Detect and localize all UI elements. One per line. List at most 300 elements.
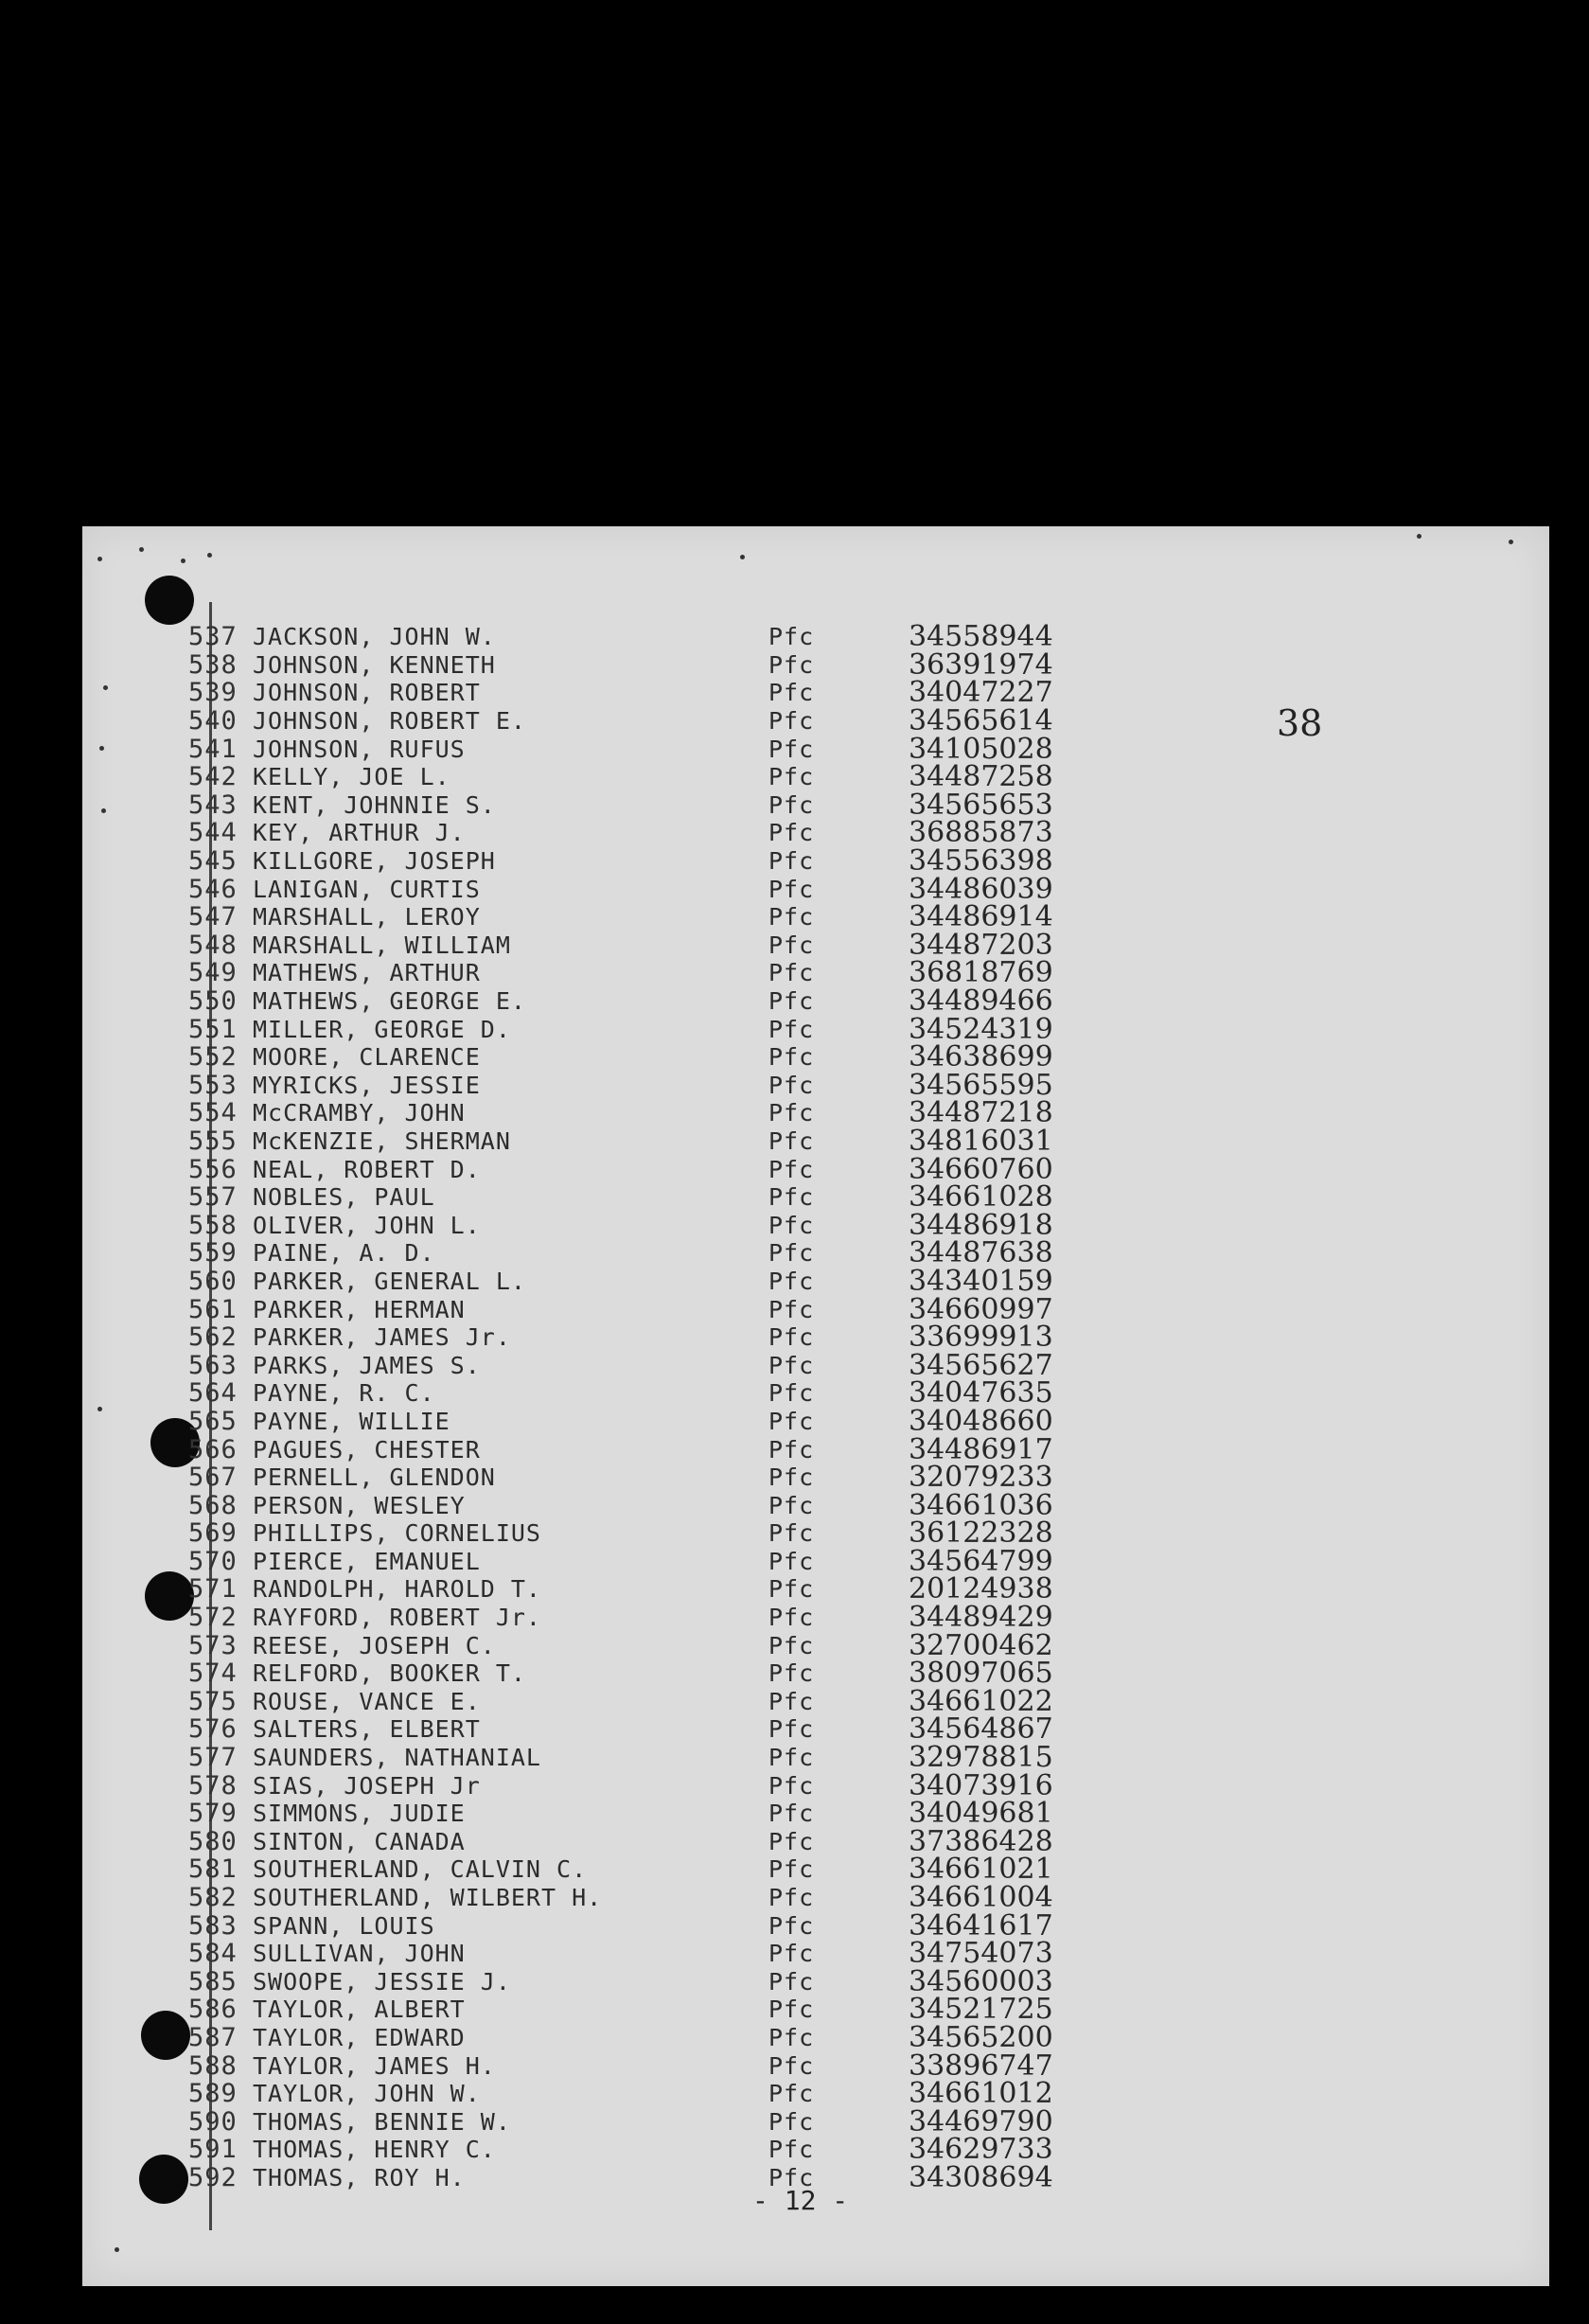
- entry-number: 548: [188, 930, 238, 960]
- soldier-name: PERSON, WESLEY: [253, 1491, 466, 1519]
- soldier-name: NEAL, ROBERT D.: [253, 1155, 481, 1183]
- soldier-name: PAYNE, WILLIE: [253, 1407, 450, 1435]
- paper-speck: [1509, 540, 1513, 544]
- soldier-name: MARSHALL, WILLIAM: [253, 931, 511, 959]
- paper-speck: [181, 559, 185, 563]
- soldier-rank: Pfc: [768, 1659, 815, 1688]
- roster-row: [188, 1684, 1229, 1718]
- soldier-rank: Pfc: [768, 1631, 815, 1659]
- entry-number: 585: [188, 1966, 238, 1996]
- soldier-rank: Pfc: [768, 1099, 815, 1127]
- entry-number: 546: [188, 874, 238, 904]
- soldier-name: PARKER, JAMES Jr.: [253, 1323, 511, 1352]
- serial-number: 34105028: [909, 732, 1053, 766]
- entry-number: 547: [188, 902, 238, 932]
- paper-speck: [1417, 534, 1421, 539]
- soldier-rank: Pfc: [768, 1267, 815, 1295]
- soldier-rank: Pfc: [768, 1827, 815, 1855]
- roster-row: [188, 1124, 1229, 1158]
- serial-number: 34486918: [909, 1208, 1053, 1242]
- roster-row: [188, 1853, 1229, 1887]
- serial-number: 32079233: [909, 1461, 1053, 1495]
- roster-row: [188, 2133, 1229, 2167]
- soldier-rank: Pfc: [768, 1519, 815, 1548]
- soldier-rank: Pfc: [768, 1407, 815, 1435]
- soldier-name: SAUNDERS, NATHANIAL: [253, 1744, 541, 1772]
- serial-number: 34487638: [909, 1236, 1053, 1270]
- roster-row: [188, 2049, 1229, 2083]
- soldier-rank: Pfc: [768, 623, 815, 651]
- soldier-name: RANDOLPH, HAROLD T.: [253, 1575, 541, 1604]
- roster-row: [188, 1180, 1229, 1215]
- roster-row: [188, 1601, 1229, 1635]
- soldier-rank: Pfc: [768, 2080, 815, 2108]
- serial-number: 36885873: [909, 816, 1053, 850]
- entry-number: 562: [188, 1322, 238, 1353]
- entry-number: 554: [188, 1098, 238, 1128]
- soldier-name: MYRICKS, JESSIE: [253, 1071, 481, 1099]
- entry-number: 556: [188, 1154, 238, 1184]
- soldier-rank: Pfc: [768, 2136, 815, 2164]
- roster-row: [188, 1908, 1229, 1943]
- entry-number: 564: [188, 1378, 238, 1409]
- roster-row: [188, 956, 1229, 990]
- soldier-name: MARSHALL, LEROY: [253, 903, 481, 931]
- entry-number: 543: [188, 789, 238, 820]
- serial-number: 33699913: [909, 1321, 1053, 1355]
- entry-number: 539: [188, 678, 238, 708]
- roster-list: [188, 620, 1229, 2194]
- roster-row: [188, 1152, 1229, 1186]
- soldier-name: OLIVER, JOHN L.: [253, 1211, 481, 1239]
- entry-number: 563: [188, 1350, 238, 1380]
- roster-row: [188, 2160, 1229, 2194]
- serial-number: 34049681: [909, 1797, 1053, 1831]
- serial-number: 34489429: [909, 1601, 1053, 1635]
- serial-number: 32700462: [909, 1628, 1053, 1662]
- paper-speck: [740, 555, 745, 559]
- roster-row: [188, 844, 1229, 878]
- roster-row: [188, 985, 1229, 1019]
- roster-row: [188, 1572, 1229, 1606]
- serial-number: 34487258: [909, 760, 1053, 794]
- roster-row: [188, 1432, 1229, 1466]
- soldier-name: McCRAMBY, JOHN: [253, 1099, 466, 1127]
- serial-number: 34308694: [909, 2160, 1053, 2194]
- roster-row: [188, 1881, 1229, 1915]
- serial-number: 34521725: [909, 1993, 1053, 2027]
- soldier-name: SOUTHERLAND, WILBERT H.: [253, 1884, 603, 1912]
- roster-row: [188, 872, 1229, 906]
- binder-hole-icon: [145, 576, 194, 625]
- soldier-rank: Pfc: [768, 679, 815, 707]
- entry-number: 582: [188, 1883, 238, 1913]
- entry-number: 557: [188, 1182, 238, 1213]
- roster-row: [188, 760, 1229, 794]
- roster-row: [188, 1208, 1229, 1242]
- soldier-rank: Pfc: [768, 1491, 815, 1519]
- paper-speck: [99, 746, 104, 751]
- serial-number: 34661012: [909, 2077, 1053, 2111]
- soldier-rank: Pfc: [768, 1183, 815, 1212]
- serial-number: 34556398: [909, 844, 1053, 878]
- roster-row: [188, 1012, 1229, 1046]
- soldier-name: TAYLOR, ALBERT: [253, 1996, 466, 2024]
- serial-number: 34047635: [909, 1376, 1053, 1410]
- soldier-rank: Pfc: [768, 2163, 815, 2191]
- entry-number: 580: [188, 1826, 238, 1856]
- serial-number: 34660760: [909, 1152, 1053, 1186]
- entry-number: 588: [188, 2050, 238, 2081]
- serial-number: 34487203: [909, 928, 1053, 962]
- soldier-name: SINTON, CANADA: [253, 1827, 466, 1855]
- serial-number: 20124938: [909, 1572, 1053, 1606]
- roster-row: [188, 1544, 1229, 1578]
- roster-row: [188, 2077, 1229, 2111]
- soldier-name: LANIGAN, CURTIS: [253, 875, 481, 903]
- soldier-name: PHILLIPS, CORNELIUS: [253, 1519, 541, 1548]
- serial-number: 32978815: [909, 1741, 1053, 1775]
- roster-row: [188, 1824, 1229, 1858]
- entry-number: 590: [188, 2106, 238, 2137]
- roster-row: [188, 732, 1229, 766]
- soldier-rank: Pfc: [768, 931, 815, 959]
- serial-number: 34661036: [909, 1488, 1053, 1522]
- soldier-rank: Pfc: [768, 1940, 815, 1968]
- soldier-rank: Pfc: [768, 2023, 815, 2051]
- soldier-name: TAYLOR, JOHN W.: [253, 2080, 481, 2108]
- soldier-rank: Pfc: [768, 1547, 815, 1575]
- soldier-name: KELLY, JOE L.: [253, 763, 450, 791]
- soldier-name: NOBLES, PAUL: [253, 1183, 435, 1212]
- roster-row: [188, 1488, 1229, 1522]
- entry-number: 561: [188, 1294, 238, 1324]
- soldier-rank: Pfc: [768, 1604, 815, 1632]
- serial-number: 34565200: [909, 2020, 1053, 2054]
- entry-number: 589: [188, 2079, 238, 2109]
- entry-number: 551: [188, 1014, 238, 1044]
- paper-speck: [207, 553, 212, 558]
- roster-row: [188, 1964, 1229, 1998]
- soldier-name: JOHNSON, ROBERT E.: [253, 707, 526, 736]
- soldier-name: JOHNSON, KENNETH: [253, 650, 496, 679]
- soldier-name: REESE, JOSEPH C.: [253, 1631, 496, 1659]
- roster-row: [188, 1741, 1229, 1775]
- soldier-rank: Pfc: [768, 959, 815, 987]
- roster-row: [188, 1657, 1229, 1691]
- soldier-rank: Pfc: [768, 1127, 815, 1155]
- roster-row: [188, 704, 1229, 738]
- serial-number: 34469790: [909, 2104, 1053, 2138]
- entry-number: 565: [188, 1406, 238, 1436]
- soldier-name: MILLER, GEORGE D.: [253, 1015, 511, 1043]
- entry-number: 555: [188, 1126, 238, 1156]
- soldier-name: THOMAS, BENNIE W.: [253, 2107, 511, 2136]
- binder-hole-icon: [139, 2155, 188, 2204]
- soldier-name: KILLGORE, JOSEPH: [253, 847, 496, 876]
- entry-number: 560: [188, 1266, 238, 1296]
- roster-row: [188, 1348, 1229, 1382]
- roster-row: [188, 1517, 1229, 1551]
- soldier-rank: Pfc: [768, 1967, 815, 1996]
- soldier-name: PIERCE, EMANUEL: [253, 1547, 481, 1575]
- soldier-rank: Pfc: [768, 1771, 815, 1800]
- soldier-rank: Pfc: [768, 2107, 815, 2136]
- entry-number: 545: [188, 846, 238, 877]
- roster-row: [188, 648, 1229, 682]
- serial-number: 34629733: [909, 2133, 1053, 2167]
- roster-row: [188, 1797, 1229, 1831]
- roster-row: [188, 900, 1229, 934]
- entry-number: 584: [188, 1939, 238, 1969]
- soldier-name: ROUSE, VANCE E.: [253, 1687, 481, 1715]
- soldier-rank: Pfc: [768, 1155, 815, 1183]
- soldier-rank: Pfc: [768, 1911, 815, 1940]
- soldier-name: MOORE, CLARENCE: [253, 1043, 481, 1072]
- roster-row: [188, 1096, 1229, 1130]
- serial-number: 34564799: [909, 1544, 1053, 1578]
- soldier-rank: Pfc: [768, 1211, 815, 1239]
- soldier-rank: Pfc: [768, 1071, 815, 1099]
- soldier-rank: Pfc: [768, 1379, 815, 1408]
- roster-row: [188, 1461, 1229, 1495]
- soldier-rank: Pfc: [768, 819, 815, 847]
- page-mark: 38: [1277, 702, 1323, 744]
- serial-number: 34660997: [909, 1292, 1053, 1326]
- binder-hole-icon: [145, 1571, 194, 1621]
- soldier-rank: Pfc: [768, 1351, 815, 1379]
- soldier-rank: Pfc: [768, 1575, 815, 1604]
- soldier-rank: Pfc: [768, 790, 815, 819]
- roster-row: [188, 1376, 1229, 1410]
- serial-number: 34565595: [909, 1068, 1053, 1102]
- entry-number: 591: [188, 2135, 238, 2165]
- entry-number: 549: [188, 958, 238, 988]
- soldier-name: MATHEWS, ARTHUR: [253, 959, 481, 987]
- paper-speck: [97, 557, 102, 561]
- serial-number: 34661021: [909, 1853, 1053, 1887]
- entry-number: 586: [188, 1995, 238, 2025]
- roster-row: [188, 1993, 1229, 2027]
- entry-number: 537: [188, 622, 238, 652]
- soldier-name: PAGUES, CHESTER: [253, 1435, 481, 1464]
- soldier-rank: Pfc: [768, 1996, 815, 2024]
- paper-speck: [97, 1407, 102, 1411]
- serial-number: 34565627: [909, 1348, 1053, 1382]
- roster-row: [188, 1712, 1229, 1747]
- binder-hole-icon: [141, 2011, 190, 2060]
- page-footer: - 12 -: [752, 2185, 849, 2216]
- soldier-rank: Pfc: [768, 2051, 815, 2080]
- entry-number: 552: [188, 1042, 238, 1073]
- soldier-name: SIMMONS, JUDIE: [253, 1800, 466, 1828]
- soldier-rank: Pfc: [768, 1435, 815, 1464]
- entry-number: 592: [188, 2162, 238, 2192]
- entry-number: 540: [188, 706, 238, 736]
- soldier-rank: Pfc: [768, 1323, 815, 1352]
- entry-number: 566: [188, 1434, 238, 1464]
- serial-number: 34661028: [909, 1180, 1053, 1215]
- paper-speck: [103, 685, 108, 690]
- soldier-rank: Pfc: [768, 1043, 815, 1072]
- soldier-name: PAYNE, R. C.: [253, 1379, 435, 1408]
- serial-number: 34565653: [909, 788, 1053, 822]
- paper-speck: [139, 547, 144, 552]
- entry-number: 583: [188, 1910, 238, 1941]
- roster-row: [188, 1264, 1229, 1298]
- serial-number: 34641617: [909, 1908, 1053, 1943]
- soldier-name: PARKER, HERMAN: [253, 1295, 466, 1323]
- entry-number: 559: [188, 1238, 238, 1268]
- soldier-name: THOMAS, HENRY C.: [253, 2136, 496, 2164]
- soldier-name: THOMAS, ROY H.: [253, 2163, 466, 2191]
- soldier-rank: Pfc: [768, 1744, 815, 1772]
- soldier-name: SOUTHERLAND, CALVIN C.: [253, 1855, 588, 1884]
- soldier-rank: Pfc: [768, 1800, 815, 1828]
- entry-number: 542: [188, 762, 238, 792]
- entry-number: 578: [188, 1770, 238, 1801]
- serial-number: 34524319: [909, 1012, 1053, 1046]
- entry-number: 573: [188, 1630, 238, 1660]
- soldier-name: JOHNSON, RUFUS: [253, 735, 466, 763]
- entry-number: 575: [188, 1686, 238, 1716]
- serial-number: 34486039: [909, 872, 1053, 906]
- entry-number: 544: [188, 818, 238, 848]
- soldier-rank: Pfc: [768, 1855, 815, 1884]
- roster-row: [188, 1768, 1229, 1802]
- entry-number: 553: [188, 1070, 238, 1100]
- serial-number: 34754073: [909, 1937, 1053, 1971]
- serial-number: 34560003: [909, 1964, 1053, 1998]
- soldier-rank: Pfc: [768, 1884, 815, 1912]
- serial-number: 34558944: [909, 620, 1053, 654]
- entry-number: 574: [188, 1659, 238, 1689]
- soldier-rank: Pfc: [768, 763, 815, 791]
- soldier-name: RELFORD, BOOKER T.: [253, 1659, 526, 1688]
- serial-number: 34048660: [909, 1404, 1053, 1438]
- soldier-name: PARKS, JAMES S.: [253, 1351, 481, 1379]
- document-page: [82, 526, 1549, 2286]
- soldier-rank: Pfc: [768, 1464, 815, 1492]
- soldier-name: RAYFORD, ROBERT Jr.: [253, 1604, 541, 1632]
- serial-number: 34564867: [909, 1712, 1053, 1747]
- soldier-rank: Pfc: [768, 1015, 815, 1043]
- soldier-rank: Pfc: [768, 987, 815, 1016]
- soldier-rank: Pfc: [768, 735, 815, 763]
- soldier-name: SULLIVAN, JOHN: [253, 1940, 466, 1968]
- serial-number: 34340159: [909, 1264, 1053, 1298]
- soldier-rank: Pfc: [768, 1715, 815, 1744]
- roster-row: [188, 620, 1229, 654]
- paper-speck: [115, 2247, 119, 2252]
- serial-number: 33896747: [909, 2049, 1053, 2083]
- serial-number: 34565614: [909, 704, 1053, 738]
- soldier-rank: Pfc: [768, 650, 815, 679]
- roster-row: [188, 928, 1229, 962]
- soldier-name: SPANN, LOUIS: [253, 1911, 435, 1940]
- entry-number: 568: [188, 1490, 238, 1520]
- soldier-name: SIAS, JOSEPH Jr: [253, 1771, 481, 1800]
- soldier-name: SWOOPE, JESSIE J.: [253, 1967, 511, 1996]
- entry-number: 569: [188, 1518, 238, 1549]
- soldier-name: KEY, ARTHUR J.: [253, 819, 466, 847]
- serial-number: 34073916: [909, 1768, 1053, 1802]
- soldier-rank: Pfc: [768, 903, 815, 931]
- serial-number: 34486914: [909, 900, 1053, 934]
- soldier-name: TAYLOR, JAMES H.: [253, 2051, 496, 2080]
- serial-number: 34487218: [909, 1096, 1053, 1130]
- soldier-rank: Pfc: [768, 1295, 815, 1323]
- serial-number: 34486917: [909, 1432, 1053, 1466]
- soldier-name: TAYLOR, EDWARD: [253, 2023, 466, 2051]
- soldier-rank: Pfc: [768, 1687, 815, 1715]
- serial-number: 34661022: [909, 1684, 1053, 1718]
- soldier-rank: Pfc: [768, 875, 815, 903]
- entry-number: 571: [188, 1574, 238, 1605]
- roster-row: [188, 1236, 1229, 1270]
- roster-row: [188, 788, 1229, 822]
- entry-number: 538: [188, 649, 238, 680]
- entry-number: 541: [188, 734, 238, 764]
- serial-number: 37386428: [909, 1824, 1053, 1858]
- roster-row: [188, 1292, 1229, 1326]
- soldier-name: SALTERS, ELBERT: [253, 1715, 481, 1744]
- soldier-name: JOHNSON, ROBERT: [253, 679, 481, 707]
- roster-row: [188, 816, 1229, 850]
- serial-number: 34489466: [909, 985, 1053, 1019]
- soldier-name: JACKSON, JOHN W.: [253, 623, 496, 651]
- soldier-name: PERNELL, GLENDON: [253, 1464, 496, 1492]
- entry-number: 576: [188, 1714, 238, 1745]
- roster-row: [188, 1937, 1229, 1971]
- entry-number: 579: [188, 1799, 238, 1829]
- soldier-name: MATHEWS, GEORGE E.: [253, 987, 526, 1016]
- soldier-rank: Pfc: [768, 1239, 815, 1268]
- roster-row: [188, 2020, 1229, 2054]
- entry-number: 581: [188, 1854, 238, 1885]
- entry-number: 550: [188, 986, 238, 1017]
- entry-number: 587: [188, 2022, 238, 2052]
- serial-number: 36122328: [909, 1517, 1053, 1551]
- serial-number: 38097065: [909, 1657, 1053, 1691]
- entry-number: 577: [188, 1743, 238, 1773]
- paper-speck: [101, 808, 106, 813]
- soldier-name: PARKER, GENERAL L.: [253, 1267, 526, 1295]
- roster-row: [188, 2104, 1229, 2138]
- serial-number: 36818769: [909, 956, 1053, 990]
- entry-number: 567: [188, 1463, 238, 1493]
- serial-number: 36391974: [909, 648, 1053, 682]
- serial-number: 34047227: [909, 676, 1053, 710]
- roster-row: [188, 1321, 1229, 1355]
- serial-number: 34638699: [909, 1040, 1053, 1074]
- roster-row: [188, 1628, 1229, 1662]
- entry-number: 558: [188, 1210, 238, 1240]
- soldier-name: KENT, JOHNNIE S.: [253, 790, 496, 819]
- serial-number: 34816031: [909, 1124, 1053, 1158]
- soldier-name: PAINE, A. D.: [253, 1239, 435, 1268]
- serial-number: 34661004: [909, 1881, 1053, 1915]
- entry-number: 572: [188, 1603, 238, 1633]
- soldier-name: McKENZIE, SHERMAN: [253, 1127, 511, 1155]
- entry-number: 570: [188, 1546, 238, 1576]
- roster-row: [188, 1068, 1229, 1102]
- roster-row: [188, 1040, 1229, 1074]
- soldier-rank: Pfc: [768, 847, 815, 876]
- soldier-rank: Pfc: [768, 707, 815, 736]
- roster-row: [188, 676, 1229, 710]
- roster-row: [188, 1404, 1229, 1438]
